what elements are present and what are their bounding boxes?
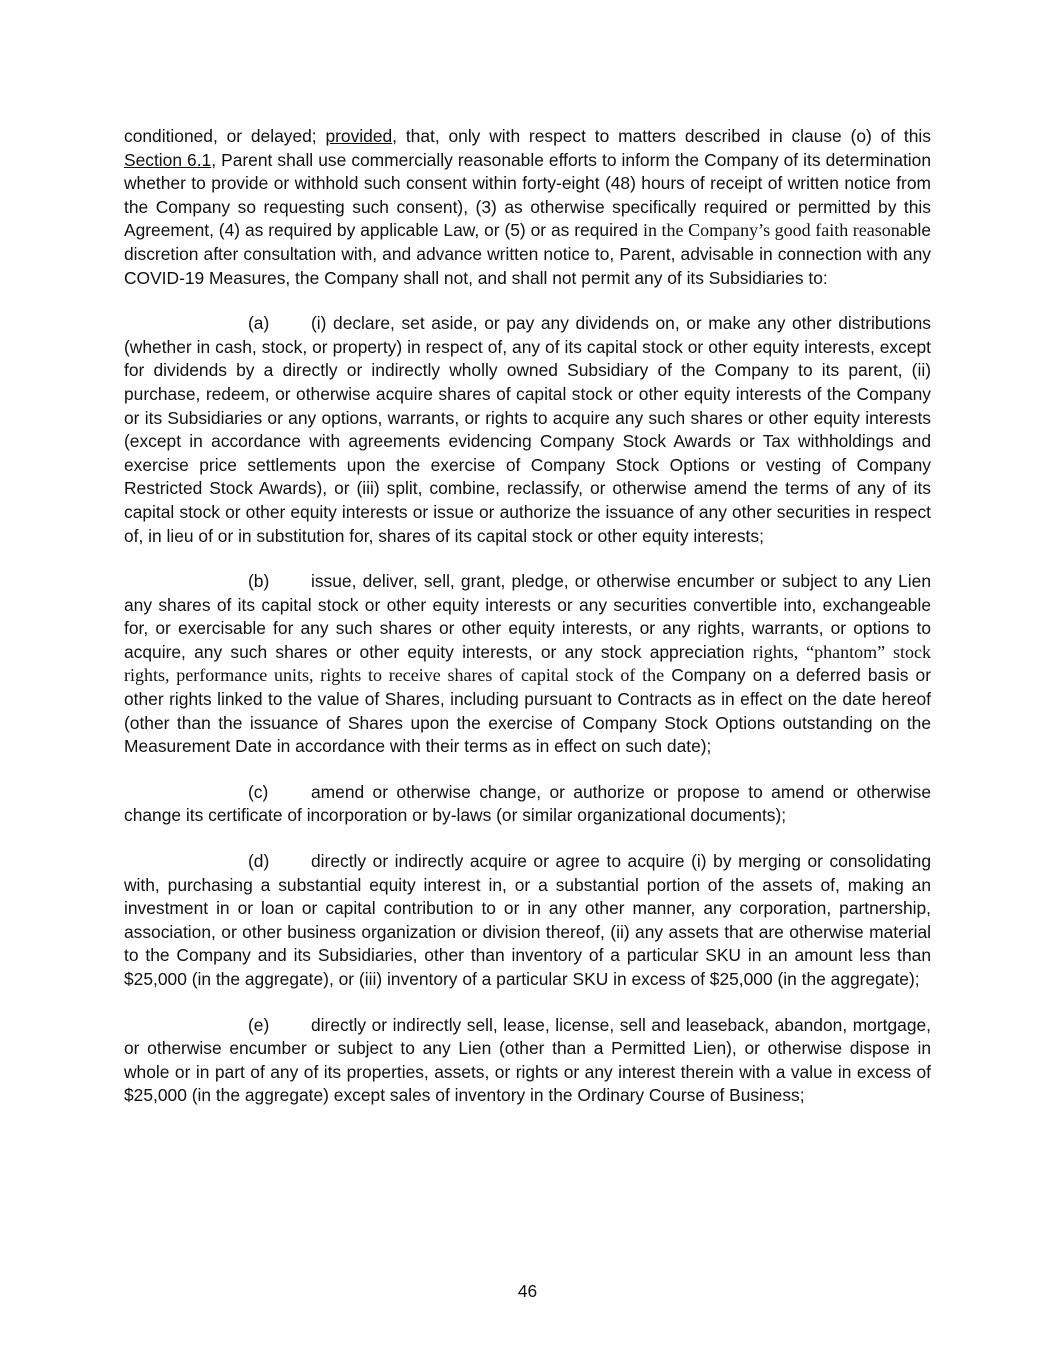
clause-label: (c)	[248, 781, 269, 802]
intro-text: , Parent shall use commercially reasonable efforts to inform the Company of its determination whether to provide or withhold such consent within forty-eight (48) hours of receipt of written notice from the Company so requesting such consent), (3) as otherwise specifically required or permitted by this Agreement, (4) as required by applicable Law, or (5) or as required	[124, 149, 931, 241]
section-reference-link[interactable]: Section 6.1	[124, 149, 212, 170]
intro-text: , that, only with respect to matters described in clause (o) of this	[392, 126, 931, 146]
document-body	[124, 125, 931, 1130]
clause-text: issue, deliver, sell, grant, pledge, or otherwise encumber or subject to any Lien any shares of its capital stock or other equity interests or any securities convertible into, exchangeable for, or exercisable for any such shares or other equity interests, or any rights, warrants, or options to acquire, any such shares or other equity interests, or any stock appreciation	[124, 571, 931, 662]
clause-text-serif: rights, “phantom” stock rights, performance units, rights to receive shares of capital stock of the	[124, 641, 931, 686]
intro-paragraph	[124, 125, 931, 290]
clause-c	[124, 781, 931, 828]
provided-term: provided	[325, 126, 393, 146]
clause-label: (b)	[248, 571, 270, 592]
clause-text: Company on a deferred basis or other rights linked to the value of Shares, including pursuant to Contracts as in effect on the date hereof (other than the issuance of Shares upon the exercise of Company Stock Options outstanding on the Measurement Date in accordance with their terms as in effect on such date);	[124, 665, 931, 757]
intro-text: conditioned, or delayed;	[124, 126, 326, 146]
clause-text: (i) declare, set aside, or pay any dividends on, or make any other distributions (whether in cash, stock, or property) in respect of, any of its capital stock or other equity interests, except for dividends by a directly or indirectly wholly owned Subsidiary of the Company to its parent, (ii) purchase, redeem, or otherwise acquire shares of capital stock or other equity interests of the Company or its Subsidiaries or any options, warrants, or rights to acquire any such shares or other equity interests (except in accordance with agreements evidencing Company Stock Awards or Tax withholdings and exercise price settlements upon the exercise of Company Stock Options or vesting of Company Restricted Stock Awards), or (iii) split, combine, reclassify, or otherwise amend the terms of any of its capital stock or other equity interests or issue or authorize the issuance of any other securities in respect of, in lieu of or in substitution for, shares of its capital stock or other equity interests;	[124, 313, 931, 546]
clause-text: amend or otherwise change, or authorize or propose to amend or otherwise change its certificate of incorporation or by-laws (or similar organizational documents);	[124, 781, 931, 826]
clause-label: (d)	[248, 851, 270, 872]
clause-text: directly or indirectly acquire or agree to acquire (i) by merging or consolidating with, purchasing a substantial equity interest in, or a substantial portion of the assets of, making an investment in or loan or capital contribution to or in any other manner, any corporation, partnership, association, or other business organization or division thereof, (ii) any assets that are otherwise material to the Company and its Subsidiaries, other than inventory of a particular SKU in an amount less than $25,000 (in the aggregate), or (iii) inventory of a particular SKU in excess of $25,000 (in the aggregate);	[124, 851, 931, 989]
clause-label: (e)	[248, 1014, 270, 1035]
clause-text: directly or indirectly sell, lease, license, sell and leaseback, abandon, mortgage, or otherwise encumber or subject to any Lien (other than a Permitted Lien), or otherwise dispose in whole or in part of any of its properties, assets, or rights or any interest therein with a value in excess of $25,000 (in the aggregate) except sales of inventory in the Ordinary Course of Business;	[124, 1014, 931, 1106]
clause-b	[124, 570, 931, 759]
intro-text-serif: in the Company’s good faith reasona	[642, 220, 908, 241]
clause-a	[124, 312, 931, 548]
clause-label: (a)	[248, 313, 270, 334]
page-number: 46	[517, 1281, 538, 1301]
clause-e	[124, 1014, 931, 1108]
clause-d	[124, 850, 931, 992]
intro-text: ble discretion after consultation with, and advance written notice to, Parent, advisable in connection with any COVID-19 Measures, the Company shall not, and shall not permit any of its Subsidiaries to:	[124, 220, 931, 288]
